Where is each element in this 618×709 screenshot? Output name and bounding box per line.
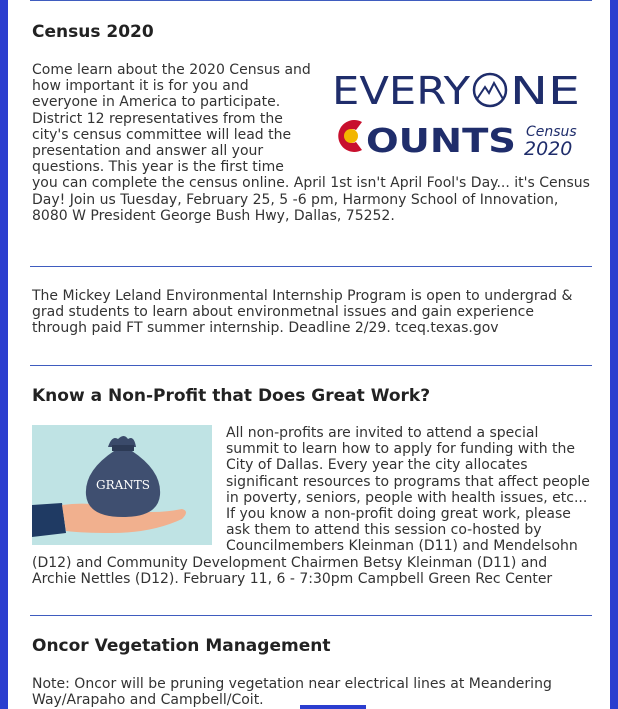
nonprofit-heading: Know a Non-Profit that Does Great Work? [32,386,431,406]
logo-every-text: EVERY [332,69,471,113]
grants-illustration [32,425,212,545]
everyone-counts-logo-graphic [324,62,592,162]
newsletter-page [8,0,610,709]
oncor-body: Note: Oncor will be pruning vegetation near electrical lines at Meandering Way/Arapaho and Campbell/Coit. [32,676,552,709]
divider-1 [30,266,592,267]
oncor-section [32,676,592,708]
logo-ounts-text: OUNTS [366,121,516,160]
top-divider [30,0,592,1]
divider-2 [30,365,592,366]
sleeve-shape [32,503,66,537]
colorado-c-icon [338,120,362,152]
census-body: Come learn about the 2020 Census and how important it is for you and everyone in America to participate. District 12 representatives from the city's census committee will lead the presentation and answer all your questions. This year is the first time you can complete the census online. April 1st isn't April Fool's Day... it's Census Day! Join us Tuesday, February 25, 5 -6 pm, Harmony School of Innovation, 8080 W President George Bush Hwy, Dallas, 75252. [32,62,590,224]
census-section [32,62,592,224]
leland-section [32,288,592,337]
grants-bag-graphic [32,425,212,545]
logo-census-label: Census [526,124,577,140]
leland-body: The Mickey Leland Environmental Internship Program is open to undergrad & grad students to learn about environmetnal issues and gain experience through paid FT summer internship. Deadline 2/29. tceq.texas.gov [32,288,573,337]
divider-3 [30,615,592,616]
nonprofit-section [32,425,594,587]
census-heading: Census 2020 [32,22,154,42]
logo-ne-text: NE [510,69,580,113]
logo-year: 2020 [524,138,573,160]
oncor-heading: Oncor Vegetation Management [32,636,331,656]
mountain-o-icon [474,74,506,106]
everyone-counts-logo [324,62,592,162]
bag-label: GRANTS [95,478,151,492]
nonprofit-body: All non-profits are invited to attend a special summit to learn how to apply for funding with the City of Dallas. Every year the city allocates significant resources to programs that affect people in poverty, seniors, people with health issues, etc... If you know a non-profit doing great work, please ask them to attend this session co-hosted by Councilmembers Kleinman (D11) and Mendelsohn (D12) and Community Development Chairmen Betsy Kleinman (D11) and Archie Nettles (D12). February 11, 6 - 7:30pm Campbell Green Rec Center [32,425,590,587]
bottom-tab [300,705,366,709]
